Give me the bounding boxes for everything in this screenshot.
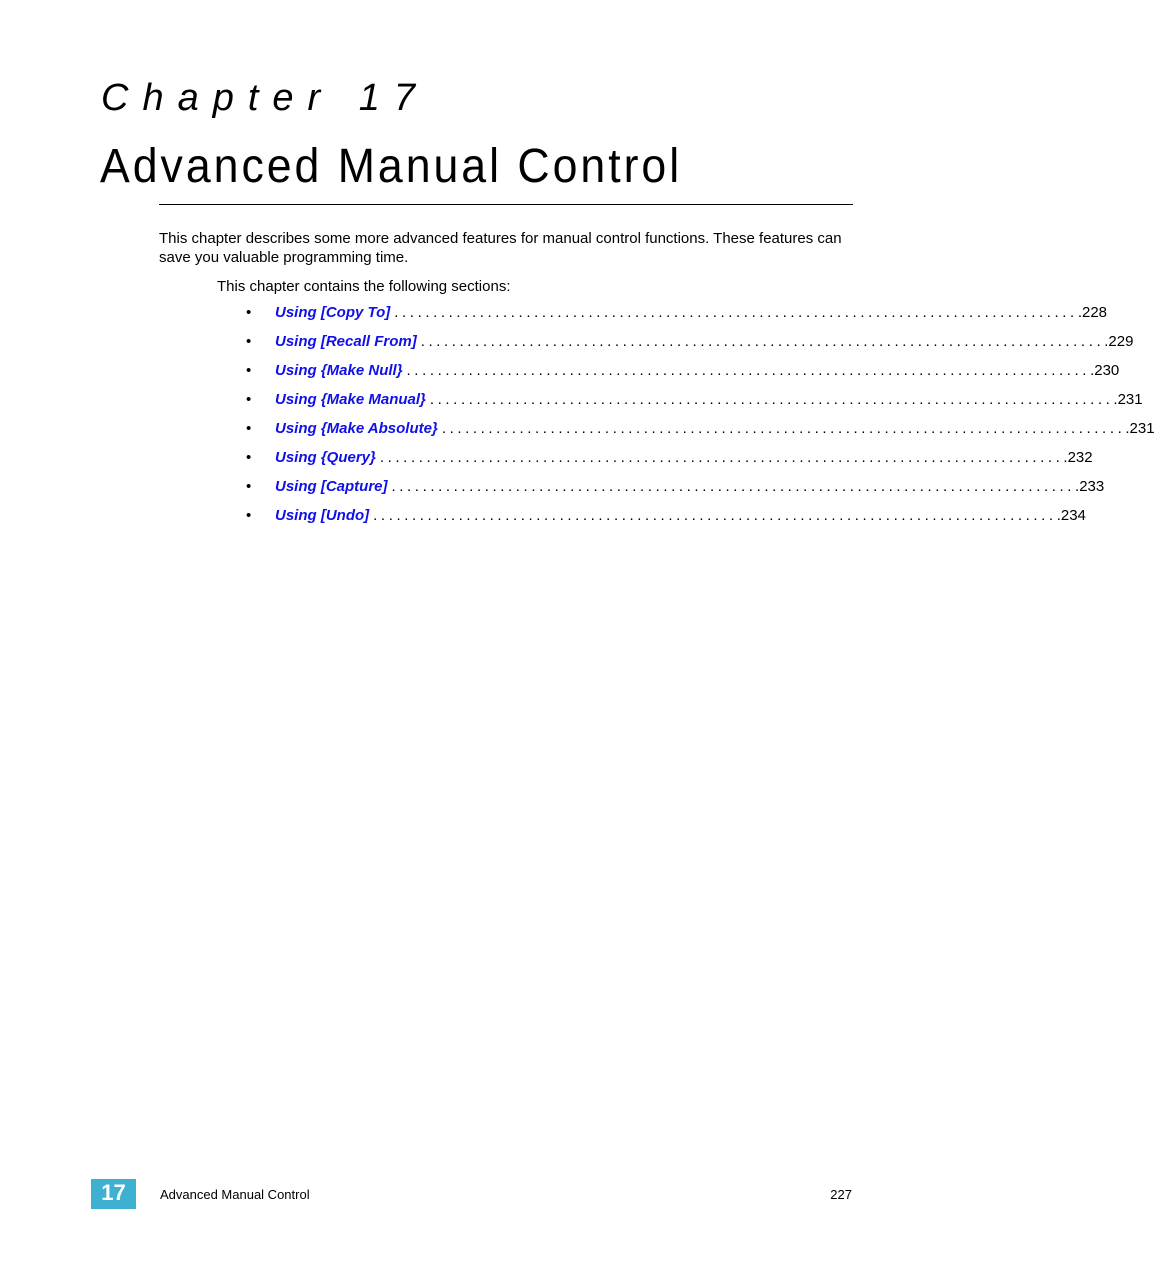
- toc-link-recall-from[interactable]: Using [Recall From]: [275, 332, 421, 352]
- dot-leader: ........................................................................................: [391, 478, 1076, 495]
- chapter-title: Advanced Manual Control: [100, 140, 683, 193]
- bullet: •: [246, 420, 252, 437]
- toc-item-undo: [244, 506, 1086, 535]
- toc-page-number: .233: [1075, 478, 1105, 495]
- toc-item-recall-from: [244, 332, 1134, 361]
- toc-item-make-null: [244, 361, 1120, 390]
- bullet: •: [246, 507, 252, 524]
- toc-link-make-null[interactable]: Using {Make Null}: [275, 361, 407, 381]
- dot-leader: ........................................................................................: [429, 391, 1114, 408]
- toc-page-number: .234: [1056, 507, 1086, 524]
- footer-page-number: 227: [830, 1187, 852, 1202]
- dot-leader: ........................................................................................: [394, 304, 1078, 321]
- toc-page-number: .230: [1090, 362, 1120, 379]
- toc-link-make-absolute[interactable]: Using {Make Absolute}: [275, 419, 442, 439]
- toc-item-copy-to: [244, 303, 1108, 332]
- toc-item-make-manual: [244, 390, 1143, 419]
- toc-link-capture[interactable]: Using [Capture]: [275, 477, 392, 497]
- dot-leader: ........................................................................................: [420, 333, 1105, 350]
- dot-leader: ........................................................................................: [406, 362, 1091, 379]
- footer-running-title: Advanced Manual Control: [160, 1187, 310, 1202]
- title-divider: [159, 204, 853, 205]
- chapter-number-tab: 17: [91, 1179, 136, 1209]
- toc-link-make-manual[interactable]: Using {Make Manual}: [275, 390, 430, 410]
- toc-page-number: .228: [1077, 304, 1108, 321]
- toc-link-query[interactable]: Using {Query}: [275, 448, 380, 468]
- chapter-label: Chapter 17: [101, 77, 430, 119]
- bullet: •: [246, 449, 252, 466]
- dot-leader: ........................................................................................: [373, 507, 1057, 524]
- bullet: •: [246, 362, 252, 379]
- bullet: •: [246, 391, 252, 408]
- toc-page-number: .231: [1113, 391, 1143, 408]
- bullet: •: [246, 304, 252, 321]
- section-list: [244, 303, 1155, 535]
- toc-page-number: .229: [1104, 333, 1134, 350]
- toc-item-capture: [244, 477, 1105, 506]
- toc-item-make-absolute: [244, 419, 1155, 448]
- toc-link-copy-to[interactable]: Using [Copy To]: [275, 303, 394, 323]
- dot-leader: ........................................................................................: [379, 449, 1064, 466]
- toc-link-undo[interactable]: Using [Undo]: [275, 506, 373, 526]
- toc-page-number: .232: [1063, 449, 1093, 466]
- bullet: •: [246, 478, 252, 495]
- toc-item-query: [244, 448, 1093, 477]
- toc-page-number: .231: [1125, 420, 1155, 437]
- sections-lead-text: This chapter contains the following sections:: [217, 278, 511, 295]
- bullet: •: [246, 333, 252, 350]
- dot-leader: ........................................................................................: [441, 420, 1126, 437]
- intro-paragraph: This chapter describes some more advanced features for manual control functions. These features can save you valuable programming time.: [159, 230, 842, 266]
